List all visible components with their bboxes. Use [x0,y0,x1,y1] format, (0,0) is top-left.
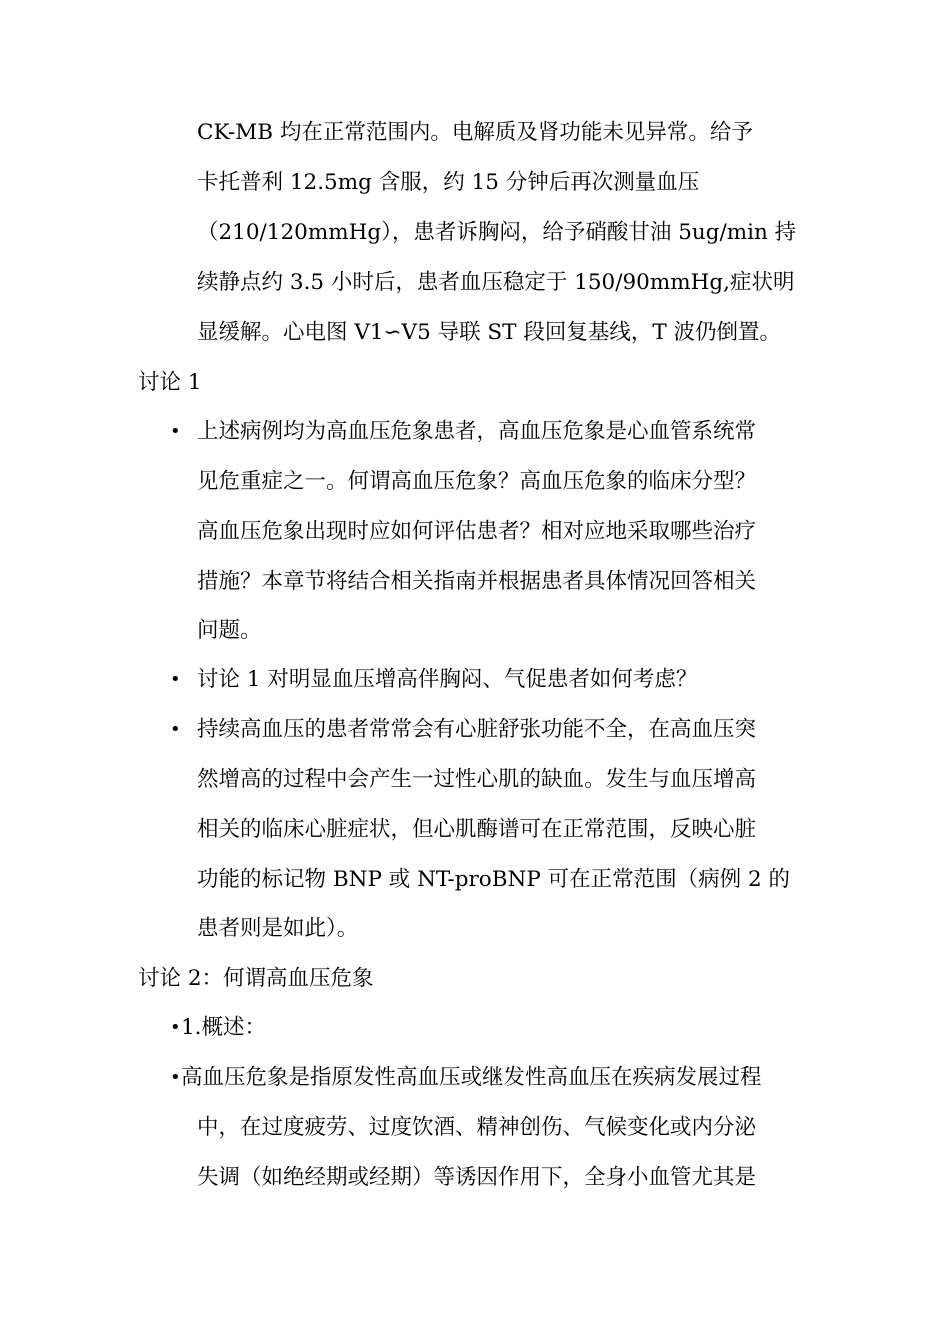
definition-line: 中，在过度疲劳、过度饮酒、精神创伤、气候变化或内分泌 [197,1115,757,1140]
section-heading-discussion-2: 讨论 2：何谓高血压危象 [138,966,374,991]
intro-line: CK-MB 均在正常范围内。电解质及肾功能未见异常。给予 [197,120,753,145]
definition-line: 失调（如绝经期或经期）等诱因作用下，全身小血管尤其是 [197,1165,757,1190]
list-item-line: 措施？本章节将结合相关指南并根据患者具体情况回答相关 [197,569,757,594]
list-item-line: 相关的临床心脏症状，但心肌酶谱可在正常范围，反映心脏 [197,817,757,842]
intro-line: 显缓解。心电图 V1∽V5 导联 ST 段回复基线，T 波仍倒置。 [197,320,782,345]
bullet-icon: • [170,719,181,740]
section-heading-discussion-1: 讨论 1 [138,370,202,395]
list-item-line: 讨论 1 对明显血压增高伴胸闷、气促患者如何考虑？ [197,667,698,692]
intro-line: （210/120mmHg），患者诉胸闷，给予硝酸甘油 5ug/min 持 [197,220,797,245]
list-item-line: 见危重症之一。何谓高血压危象？高血压危象的临床分型？ [197,469,757,494]
list-item-line: 问题。 [197,618,262,643]
list-item-line: 持续高血压的患者常常会有心脏舒张功能不全，在高血压突 [197,717,757,742]
list-item-line: 上述病例均为高血压危象患者，高血压危象是心血管系统常 [197,419,757,444]
bullet-icon: • [170,421,181,442]
list-item-line: 然增高的过程中会产生一过性心肌的缺血。发生与血压增高 [197,767,757,792]
definition-line: 高血压危象是指原发性高血压或继发性高血压在疾病发展过程 [181,1065,762,1090]
intro-line: 续静点约 3.5 小时后，患者血压稳定于 150/90mmHg,症状明 [197,270,795,295]
bullet-icon: • [170,1067,181,1088]
bullet-icon: • [170,669,181,690]
list-item-line: 高血压危象出现时应如何评估患者？相对应地采取哪些治疗 [197,519,757,544]
overview-label: 1.概述： [181,1015,267,1040]
list-item-line: 功能的标记物 BNP 或 NT-proBNP 可在正常范围（病例 2 的 [197,867,790,892]
intro-line: 卡托普利 12.5mg 含服，约 15 分钟后再次测量血压 [197,170,700,195]
bullet-icon: • [170,1017,181,1038]
list-item-line: 患者则是如此）。 [197,916,359,941]
